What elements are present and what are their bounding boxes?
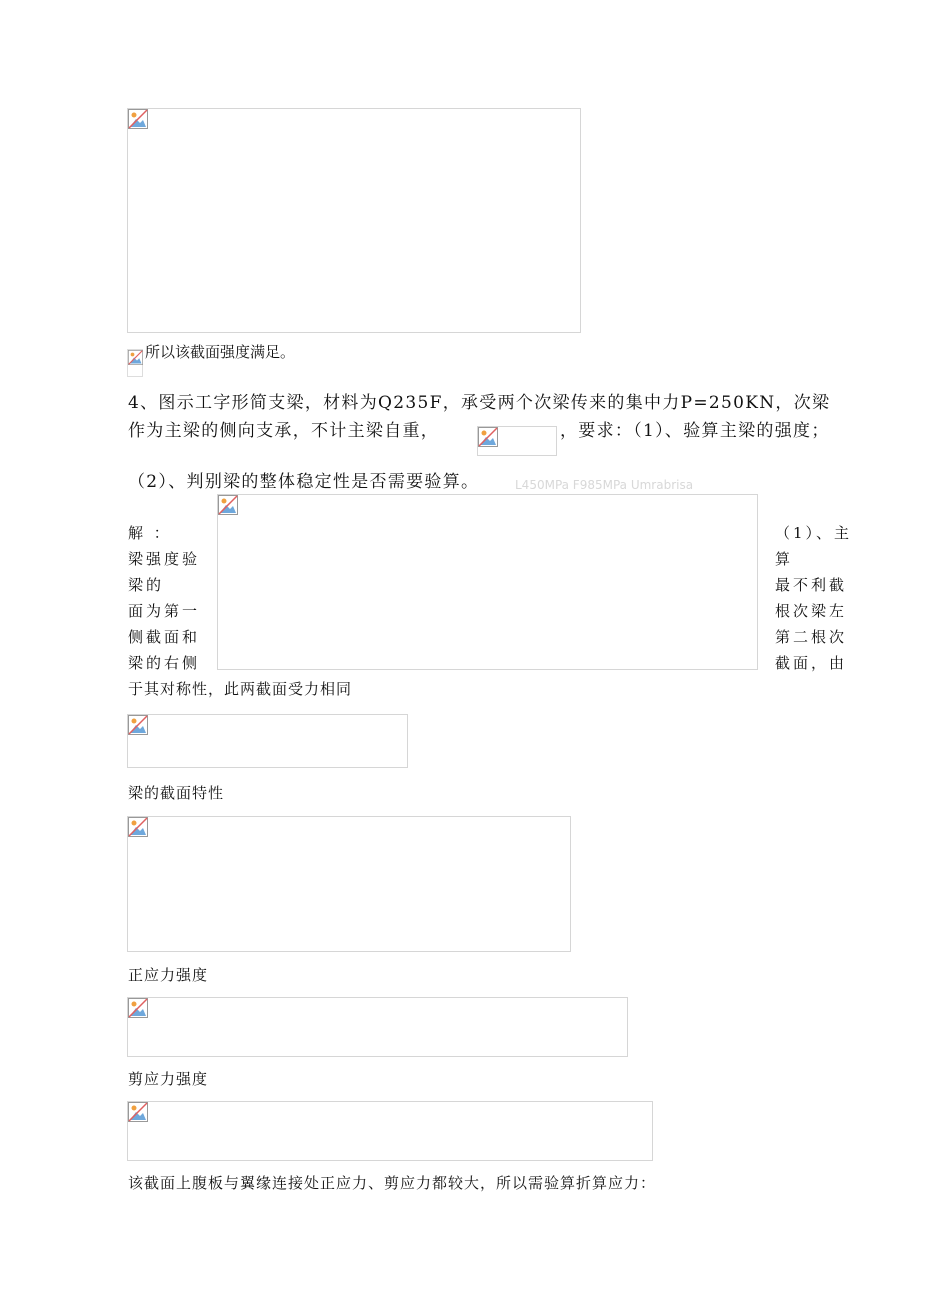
solution-right-4: 根次梁左 xyxy=(775,602,848,620)
solution-left-3: 梁的 xyxy=(128,576,165,594)
solution-right-5: 第二根次 xyxy=(775,628,848,646)
problem-line-2b: ，要求：（1）、验算主梁的强度； xyxy=(560,421,830,441)
conclusion-text: 所以该截面强度满足。 xyxy=(145,343,296,361)
section-properties-heading: 梁的截面特性 xyxy=(128,784,225,802)
solution-line-7: 于其对称性，此两截面受力相同 xyxy=(128,680,353,698)
formula-image-2 xyxy=(127,816,571,952)
broken-image-icon xyxy=(128,715,148,735)
broken-image-icon xyxy=(128,1102,148,1122)
solution-right-3: 最不利截 xyxy=(775,576,848,594)
inline-formula-image xyxy=(477,426,557,456)
shear-stress-heading: 剪应力强度 xyxy=(128,1070,209,1088)
faint-overlay-text: L450MPa F985MPa Umrabrisa xyxy=(515,478,694,492)
combined-stress-text: 该截面上腹板与翼缘连接处正应力、剪应力都较大，所以需验算折算应力： xyxy=(128,1174,657,1192)
figure-image-beam xyxy=(217,494,758,670)
broken-image-icon xyxy=(128,817,148,837)
formula-image-4 xyxy=(127,1101,653,1161)
solution-left-6: 梁的右侧 xyxy=(128,654,201,672)
problem-line-2a: 作为主梁的侧向支承，不计主梁自重， xyxy=(128,421,440,441)
solution-right-6: 截面，由 xyxy=(775,654,848,672)
broken-image-icon xyxy=(478,427,498,447)
solution-right-1: （1）、主 xyxy=(775,524,853,542)
solution-left-1: 解 ： xyxy=(128,524,172,542)
formula-image-3 xyxy=(127,997,628,1057)
solution-left-4: 面为第一 xyxy=(128,602,201,620)
problem-line-3: （2）、判别梁的整体稳定性是否需要验算。 xyxy=(128,472,480,492)
normal-stress-heading: 正应力强度 xyxy=(128,966,209,984)
inline-image-small-1 xyxy=(127,349,143,377)
solution-left-5: 侧截面和 xyxy=(128,628,201,646)
broken-image-icon xyxy=(218,495,238,515)
formula-image-1 xyxy=(127,714,408,768)
broken-image-icon xyxy=(128,109,148,129)
solution-right-2: 算 xyxy=(775,550,794,568)
broken-image-icon xyxy=(128,998,148,1018)
solution-left-2: 梁强度验 xyxy=(128,550,201,568)
figure-image-1 xyxy=(127,108,581,333)
broken-image-icon xyxy=(128,350,143,365)
problem-line-1: 4、图示工字形简支梁，材料为Q235F，承受两个次梁传来的集中力P=250KN，次梁 xyxy=(128,393,831,413)
